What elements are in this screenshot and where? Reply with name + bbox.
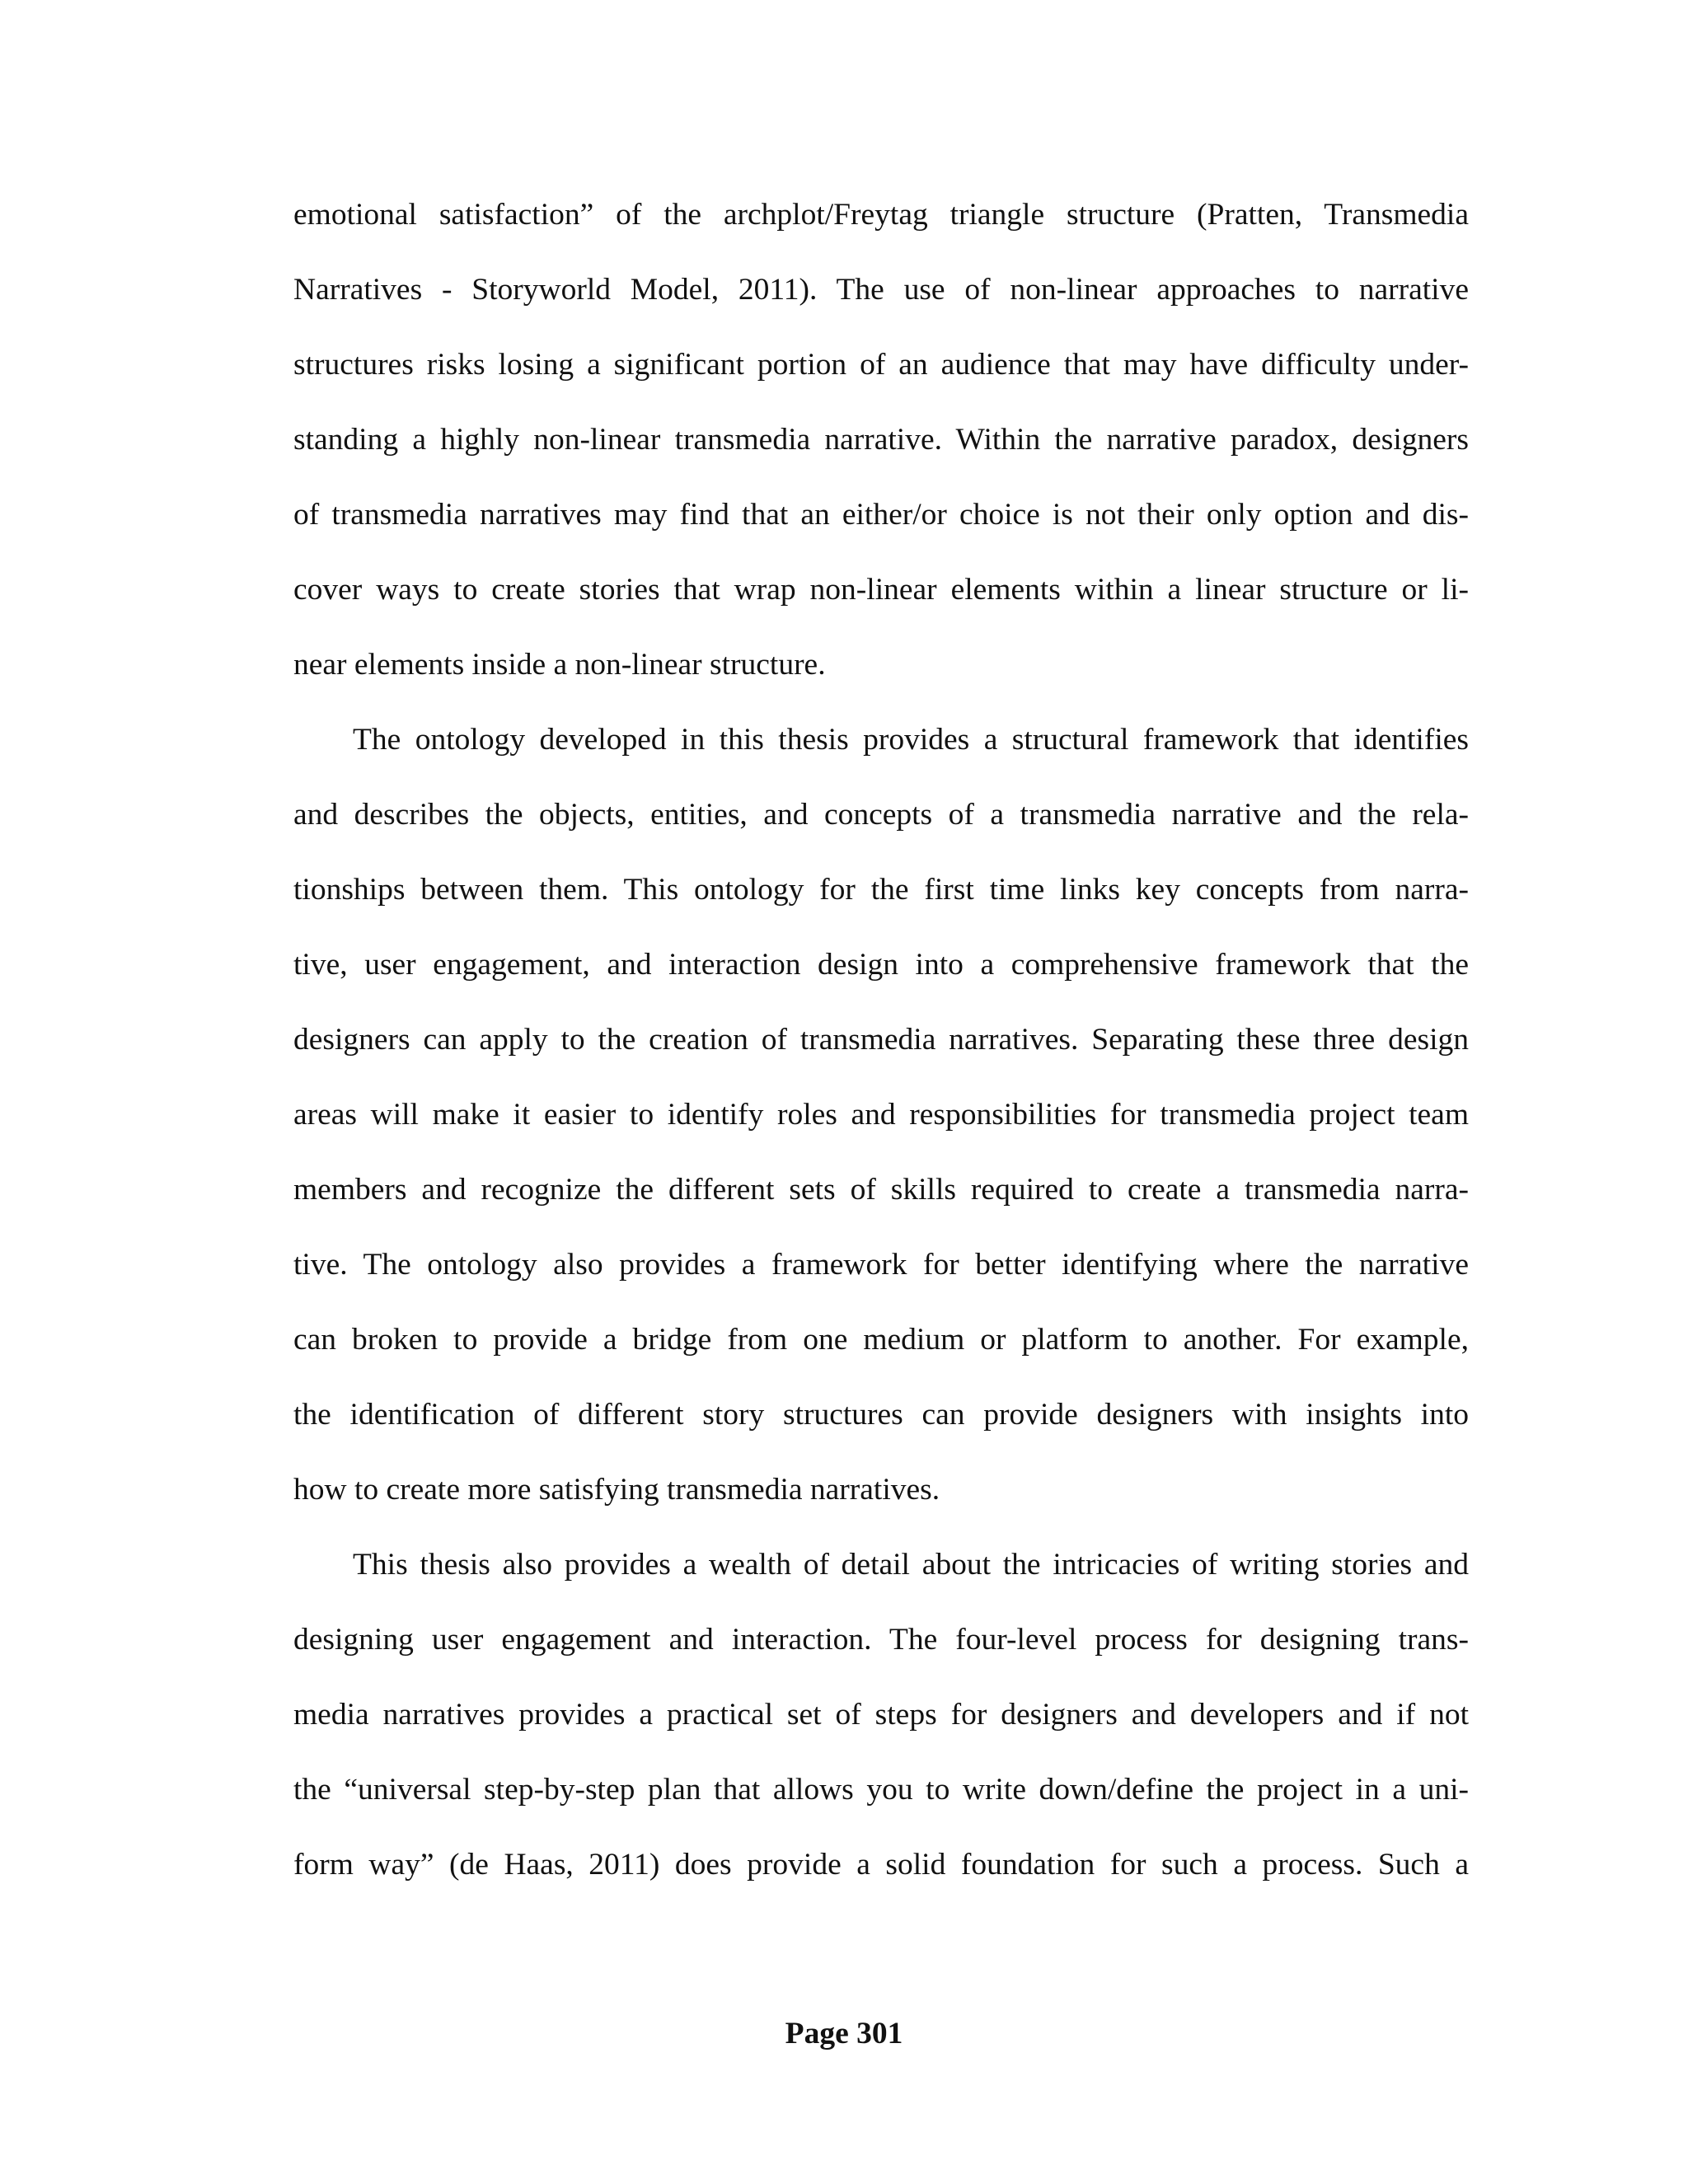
text-line: can broken to provide a bridge from one medium or platform to another. For example,	[293, 1323, 1469, 1357]
paragraph-3	[293, 1535, 1469, 1910]
text-line: form way” (de Haas, 2011) does provide a solid foundation for such a process. Such a	[293, 1848, 1469, 1882]
text-line: tionships between them. This ontology for the first time links key concepts from narra-	[293, 873, 1469, 907]
text-line: emotional satisfaction” of the archplot/Freytag triangle structure (Pratten, Transmedia	[293, 198, 1469, 232]
text-line: the identification of different story structures can provide designers with insights into	[293, 1398, 1469, 1432]
text-line: The ontology developed in this thesis provides a structural framework that identifies	[353, 723, 1469, 757]
text-line: members and recognize the different sets of skills required to create a transmedia narra-	[293, 1173, 1469, 1207]
body-text	[293, 185, 1469, 1910]
paragraph-2	[293, 710, 1469, 1535]
text-line: This thesis also provides a wealth of detail about the intricacies of writing stories and	[353, 1548, 1469, 1582]
text-line: areas will make it easier to identify roles and responsibilities for transmedia project team	[293, 1098, 1469, 1132]
text-line: tive, user engagement, and interaction design into a comprehensive framework that the	[293, 948, 1469, 982]
text-line: and describes the objects, entities, and concepts of a transmedia narrative and the rela-	[293, 798, 1469, 832]
text-line: designers can apply to the creation of transmedia narratives. Separating these three design	[293, 1023, 1469, 1057]
text-line: structures risks losing a significant portion of an audience that may have difficulty under-	[293, 348, 1469, 382]
text-line: media narratives provides a practical set of steps for designers and developers and if not	[293, 1698, 1469, 1732]
text-line: cover ways to create stories that wrap non-linear elements within a linear structure or li-	[293, 573, 1469, 607]
text-line: standing a highly non-linear transmedia narrative. Within the narrative paradox, designers	[293, 423, 1469, 457]
paragraph-1	[293, 185, 1469, 710]
text-line: of transmedia narratives may find that an either/or choice is not their only option and dis-	[293, 498, 1469, 532]
page-number: Page 301	[785, 2017, 903, 2050]
text-line: how to create more satisfying transmedia narratives.	[293, 1473, 940, 1507]
text-line: designing user engagement and interaction. The four-level process for designing trans-	[293, 1623, 1469, 1657]
text-line: Narratives - Storyworld Model, 2011). The use of non-linear approaches to narrative	[293, 273, 1469, 307]
text-line: tive. The ontology also provides a framework for better identifying where the narrative	[293, 1248, 1469, 1282]
text-line: the “universal step-by-step plan that allows you to write down/define the project in a uni-	[293, 1773, 1469, 1807]
text-line: near elements inside a non-linear structure.	[293, 648, 826, 682]
